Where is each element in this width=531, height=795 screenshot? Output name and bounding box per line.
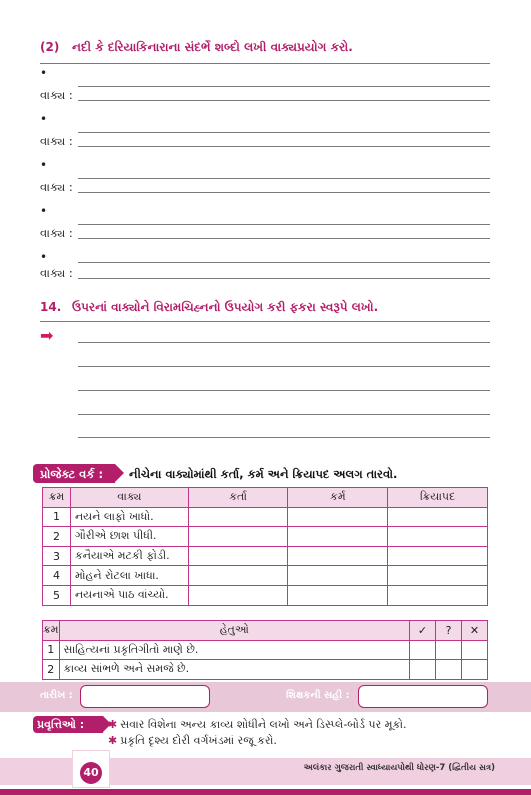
word-line[interactable] — [78, 262, 490, 263]
word-line[interactable] — [78, 132, 490, 133]
book-title: અલંકાર ગુજરાતી સ્વાધ્યાયપોથી ધોરણ-7 (દ્વિતીય સત્ર) — [303, 763, 495, 773]
objectives-table — [42, 620, 488, 680]
table-row — [43, 527, 488, 547]
objectives-header — [43, 621, 488, 641]
sentence-label: વાક્ય : — [40, 226, 73, 240]
sentence-line[interactable] — [78, 192, 490, 193]
header-verb: ક્રિયાપદ — [388, 488, 488, 508]
bullet: • — [40, 66, 48, 80]
header-objectives: હેતુઓ — [59, 621, 409, 641]
question-number: 14. — [40, 300, 62, 314]
header-subject: કર્તા — [188, 488, 288, 508]
header-cross: ✕ — [462, 621, 488, 641]
row-number: 2 — [43, 527, 71, 547]
row-number: 3 — [43, 546, 71, 566]
answer-line[interactable] — [78, 437, 490, 438]
table-row — [43, 507, 488, 527]
word-line[interactable] — [78, 178, 490, 179]
cross-cell[interactable] — [462, 660, 488, 680]
table-row — [43, 546, 488, 566]
question-number: (2) — [40, 40, 60, 54]
header-question: ? — [436, 621, 462, 641]
row-number: 1 — [43, 640, 60, 660]
row-number: 4 — [43, 566, 71, 586]
subject-cell[interactable] — [188, 566, 288, 586]
sentence-line[interactable] — [78, 278, 490, 279]
subject-cell[interactable] — [188, 507, 288, 527]
date-label: તારીખ : — [40, 690, 73, 701]
subject-cell[interactable] — [188, 527, 288, 547]
project-table-header — [43, 488, 488, 508]
activity-tag: પ્રવૃત્તિઓ : — [33, 716, 103, 733]
object-cell[interactable] — [288, 585, 388, 605]
header-serial: ક્રમ — [43, 488, 71, 508]
teacher-signature-label: શિક્ષકની સહી : — [286, 690, 350, 701]
date-field[interactable] — [80, 685, 210, 708]
row-sentence: નયને લાફો ખાધો. — [70, 507, 188, 527]
row-sentence: મોહને રોટલા ખાધા. — [70, 566, 188, 586]
question-14-heading — [40, 300, 378, 315]
page-number: 40 — [80, 762, 102, 784]
activity-text: સવાર વિશેના અન્ય કાવ્ય શોધીને લખો અને ડિસ્પ્લે-બોર્ડ પર મૂકો. — [120, 718, 407, 731]
check-cell[interactable] — [410, 640, 436, 660]
header-object: કર્મ — [288, 488, 388, 508]
object-cell[interactable] — [288, 566, 388, 586]
heading-underline — [40, 63, 490, 64]
sentence-label: વાક્ય : — [40, 180, 73, 194]
subject-cell[interactable] — [188, 546, 288, 566]
word-line[interactable] — [78, 224, 490, 225]
row-number: 2 — [43, 660, 60, 680]
objective-text: કાવ્ય સાંભળે અને સમજે છે. — [59, 660, 409, 680]
arrow-icon: ➡ — [40, 326, 54, 345]
table-row — [43, 640, 488, 660]
question-2-heading — [40, 40, 353, 55]
star-icon: ✱ — [108, 718, 118, 731]
question-text: ઉપરનાં વાક્યોને વિરામચિહ્નનો ઉપયોગ કરી ફકરા સ્વરૂપે લખો. — [72, 300, 379, 314]
header-serial: ક્રમ — [43, 621, 60, 641]
answer-line[interactable] — [78, 366, 490, 367]
objective-text: સાહિત્યનાં પ્રકૃતિગીતો માણે છે. — [59, 640, 409, 660]
star-icon: ✱ — [108, 734, 118, 747]
footer-bar — [0, 789, 531, 795]
sentence-line[interactable] — [78, 100, 490, 101]
answer-line[interactable] — [78, 390, 490, 391]
question-text: નદી કે દરિયાકિનારાના સંદર્ભે શબ્દો લખી વાક્યપ્રયોગ કરો. — [72, 40, 353, 54]
subject-cell[interactable] — [188, 585, 288, 605]
object-cell[interactable] — [288, 546, 388, 566]
object-cell[interactable] — [288, 507, 388, 527]
row-sentence: નયનાએ પાઠ વાંચ્યો. — [70, 585, 188, 605]
question-cell[interactable] — [436, 660, 462, 680]
word-line[interactable] — [78, 86, 490, 87]
object-cell[interactable] — [288, 527, 388, 547]
project-table — [42, 487, 488, 606]
table-row — [43, 585, 488, 605]
header-check: ✓ — [410, 621, 436, 641]
verb-cell[interactable] — [388, 566, 488, 586]
activity-text: પ્રકૃતિ દૃશ્ય દોરી વર્ગખંડમાં રજૂ કરો. — [120, 734, 277, 747]
sentence-line[interactable] — [78, 146, 490, 147]
activity-item — [108, 734, 277, 748]
answer-line[interactable] — [78, 414, 490, 415]
row-sentence: કનૈયાએ મટકી ફોડી. — [70, 546, 188, 566]
verb-cell[interactable] — [388, 585, 488, 605]
row-sentence: ગૌરીએ છાશ પીધી. — [70, 527, 188, 547]
bullet: • — [40, 204, 48, 218]
verb-cell[interactable] — [388, 546, 488, 566]
heading-underline — [40, 321, 490, 322]
table-row — [43, 660, 488, 680]
row-number: 5 — [43, 585, 71, 605]
sentence-label: વાક્ય : — [40, 266, 73, 280]
activity-item — [108, 718, 407, 732]
bullet: • — [40, 158, 48, 172]
bullet: • — [40, 250, 48, 264]
bullet: • — [40, 112, 48, 126]
project-tag: પ્રોજેક્ટ વર્ક : — [33, 464, 115, 483]
cross-cell[interactable] — [462, 640, 488, 660]
check-cell[interactable] — [410, 660, 436, 680]
teacher-signature-field[interactable] — [358, 685, 488, 708]
answer-line[interactable] — [78, 342, 490, 343]
verb-cell[interactable] — [388, 527, 488, 547]
verb-cell[interactable] — [388, 507, 488, 527]
signature-band — [0, 682, 531, 712]
question-cell[interactable] — [436, 640, 462, 660]
sentence-line[interactable] — [78, 238, 490, 239]
sentence-label: વાક્ય : — [40, 88, 73, 102]
project-instruction: નીચેના વાક્યોમાંથી કર્તા, કર્મ અને ક્રિયાપદ અલગ તારવો. — [129, 467, 398, 481]
sentence-label: વાક્ય : — [40, 134, 73, 148]
table-row — [43, 566, 488, 586]
header-sentence: વાક્ય — [70, 488, 188, 508]
row-number: 1 — [43, 507, 71, 527]
